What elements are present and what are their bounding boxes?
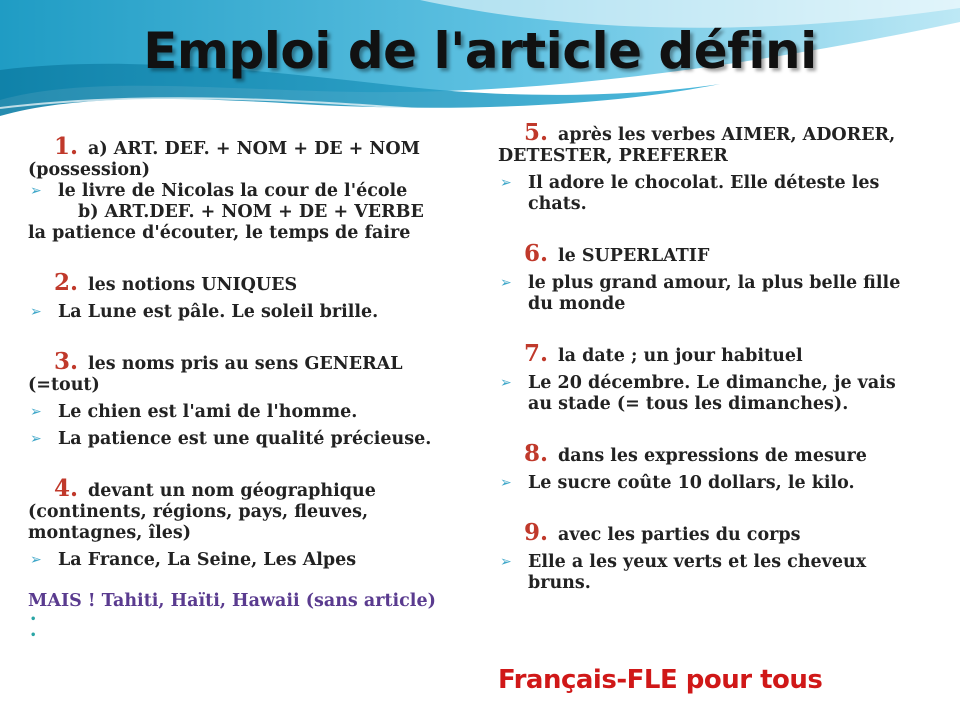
list-item (28, 550, 478, 571)
section-7-heading (498, 340, 918, 367)
page-title: Emploi de l'article défini (143, 22, 817, 80)
footer-brand: Français-FLE pour tous (498, 665, 823, 695)
section-3-heading-2: (=tout) (28, 375, 100, 395)
section-number: 6. (524, 240, 549, 267)
example-continuation: au stade (= tous les dimanches). (528, 394, 849, 414)
section-4-heading (28, 475, 478, 502)
arrow-bullet-icon: ➢ (30, 552, 42, 568)
example-text: Le chien est l'ami de l'homme. (58, 402, 358, 422)
example-text: Le sucre coûte 10 dollars, le kilo. (528, 473, 855, 493)
list-item (498, 273, 918, 294)
list-item (28, 402, 478, 423)
arrow-bullet-icon: ➢ (30, 183, 42, 199)
example-continuation: du monde (528, 294, 626, 314)
left-column (28, 133, 478, 644)
arrow-bullet-icon: ➢ (500, 475, 512, 491)
list-item (28, 429, 478, 450)
section-1-example-b: la patience d'écouter, le temps de faire (28, 223, 411, 243)
section-heading: avec les parties du corps (558, 525, 801, 545)
section-6-heading (498, 240, 918, 267)
section-4-heading-2: (continents, régions, pays, fleuves, (28, 502, 369, 522)
section-heading: après les verbes AIMER, ADORER, (558, 125, 896, 145)
section-heading: le SUPERLATIF (558, 246, 710, 266)
section-9-heading (498, 519, 918, 546)
section-1-line-a (28, 133, 478, 160)
section-heading: les notions UNIQUES (88, 275, 298, 295)
arrow-bullet-icon: ➢ (500, 175, 512, 191)
list-item (498, 373, 918, 394)
section-number: 8. (524, 440, 549, 467)
example-text: Le 20 décembre. Le dimanche, je vais (528, 373, 896, 393)
example-text: La Lune est pâle. Le soleil brille. (58, 302, 379, 322)
list-item (28, 181, 478, 202)
example-continuation: chats. (528, 194, 587, 214)
section-1-line-b: b) ART.DEF. + NOM + DE + VERBE (78, 202, 424, 222)
bullet-dot: • (30, 614, 37, 625)
example-text: le livre de Nicolas la cour de l'école (58, 181, 408, 201)
section-heading: les noms pris au sens GENERAL (88, 354, 403, 374)
section-number: 5. (524, 119, 549, 146)
list-item (498, 173, 918, 194)
right-column (498, 119, 918, 594)
section-number: 7. (524, 340, 549, 367)
section-heading: dans les expressions de mesure (558, 446, 867, 466)
example-text: le plus grand amour, la plus belle fille (528, 273, 901, 293)
section-number: 3. (54, 348, 79, 375)
section-3-heading (28, 348, 478, 375)
section-5-heading-2: DETESTER, PREFERER (498, 146, 728, 166)
section-number: 2. (54, 269, 79, 296)
arrow-bullet-icon: ➢ (30, 404, 42, 420)
section-number: 1. (54, 133, 79, 160)
example-text: Il adore le chocolat. Elle déteste les (528, 173, 880, 193)
section-heading: la date ; un jour habituel (558, 346, 803, 366)
list-item (498, 552, 918, 573)
section-5-heading (498, 119, 918, 146)
example-text: La patience est une qualité précieuse. (58, 429, 432, 449)
section-2-heading (28, 269, 478, 296)
section-1-line-a2: (possession) (28, 160, 151, 180)
example-text: Elle a les yeux verts et les cheveux (528, 552, 867, 572)
section-heading: devant un nom géographique (88, 481, 376, 501)
section-number: 4. (54, 475, 79, 502)
bullet-dot: • (30, 630, 37, 641)
section-4-heading-3: montagnes, îles) (28, 523, 192, 543)
arrow-bullet-icon: ➢ (30, 304, 42, 320)
list-item (28, 302, 478, 323)
arrow-bullet-icon: ➢ (500, 275, 512, 291)
section-number: 9. (524, 519, 549, 546)
mais-note: MAIS ! Tahiti, Haïti, Hawaii (sans article) (28, 591, 436, 611)
arrow-bullet-icon: ➢ (500, 554, 512, 570)
section-heading: a) ART. DEF. + NOM + DE + NOM (88, 139, 421, 159)
arrow-bullet-icon: ➢ (30, 431, 42, 447)
arrow-bullet-icon: ➢ (500, 375, 512, 391)
example-continuation: bruns. (528, 573, 591, 593)
list-item (498, 473, 918, 494)
section-8-heading (498, 440, 918, 467)
example-text: La France, La Seine, Les Alpes (58, 550, 357, 570)
